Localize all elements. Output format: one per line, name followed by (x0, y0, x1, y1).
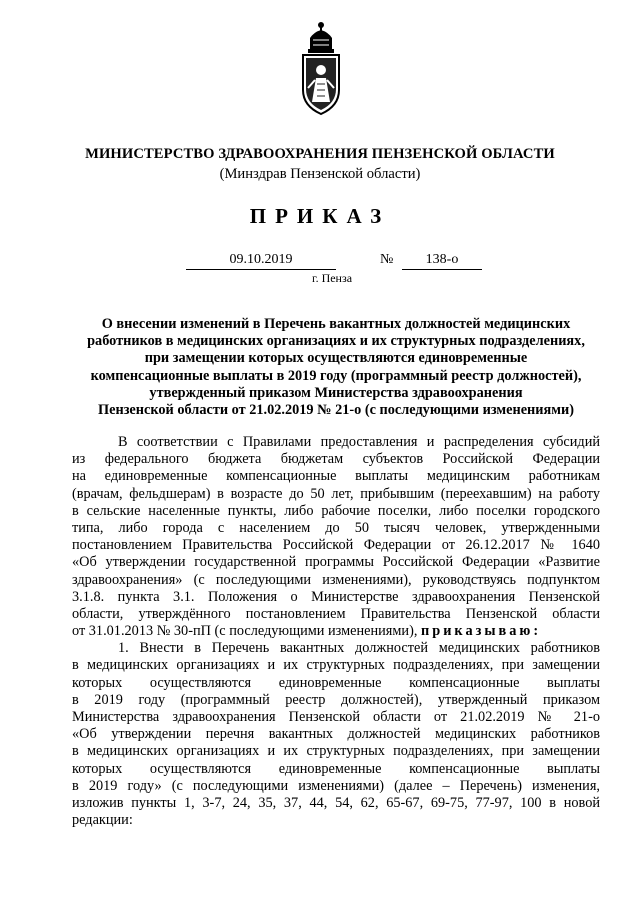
order-word: приказываю (421, 623, 534, 640)
paragraph-line: здравоохранения» (с последующими изменениями), руководствуясь подпунктом (72, 571, 600, 588)
document-type-heading: ПРИКАЗ (249, 204, 391, 228)
title-line: Пензенской области от 21.02.2019 № 21-о (с последующими изменениями) (97, 402, 574, 419)
paragraph-line-with-order (72, 623, 600, 640)
number-sign: № (380, 252, 394, 267)
paragraph-line: редакции: (72, 812, 133, 829)
paragraph-line: области, утверждённого постановлением Правительства Пензенской области (72, 605, 600, 622)
title-line: О внесении изменений в Перечень вакантных должностей медицинских (101, 316, 571, 332)
paragraph-line: в сельские населенные пункты, либо рабочие поселки, либо поселки городского (72, 502, 600, 519)
order-date: 09.10.2019 (186, 252, 336, 270)
city-label: г. Пенза (312, 271, 353, 285)
paragraph-line: на единовременные компенсационные выплаты медицинским работникам (72, 468, 600, 485)
paragraph-line: из федерального бюджета бюджетам субъектов Российской Федерации (72, 451, 600, 468)
coat-of-arms-emblem (296, 18, 346, 118)
paragraph-line: типа, либо города с населением до 50 тысяч человек, утвержденными (72, 519, 600, 536)
paragraph-line: «Об утверждении государственной программы Российской Федерации «Развитие (72, 554, 600, 571)
order-body (72, 434, 600, 829)
paragraph-line: которых осуществляются единовременные компенсационные выплаты (72, 674, 600, 691)
title-line: компенсационные выплаты в 2019 году (программный реестр должностей), (90, 367, 582, 384)
title-line: утвержденный приказом Министерства здравоохранения (149, 384, 523, 401)
paragraph-line-text: от 31.01.2013 № 30-пП (с последующими изменениями), (72, 623, 418, 640)
paragraph-line: В соответствии с Правилами предоставления и распределения субсидий (118, 434, 600, 450)
title-line: работников в медицинских организациях и их структурных подразделениях, (87, 333, 585, 350)
paragraph-line: которых осуществляются единовременные компенсационные выплаты (72, 760, 600, 777)
ministry-name: МИНИСТЕРСТВО ЗДРАВООХРАНЕНИЯ ПЕНЗЕНСКОЙ ОБЛАСТИ (85, 146, 555, 162)
order-colon: : (533, 623, 539, 640)
order-title (72, 316, 600, 419)
paragraph-line: «Об утверждении перечня вакантных должностей медицинских работников (72, 726, 600, 743)
paragraph-line: в медицинских организациях и их структурных подразделениях, при замещении (72, 657, 600, 674)
paragraph-line: в 2019 году» (с последующими изменениями) (далее – Перечень) изменения, (72, 777, 600, 794)
paragraph-line: в медицинских организациях и их структурных подразделениях, при замещении (72, 743, 600, 760)
title-line: при замещении которых осуществляются единовременные (144, 350, 528, 367)
paragraph-line: изложив пункты 1, 3-7, 24, 35, 37, 44, 54, 62, 65-67, 69-75, 77-97, 100 в новой (72, 794, 600, 811)
ministry-short-name: (Минздрав Пензенской области) (219, 166, 421, 182)
paragraph-line: постановлением Правительства Российской Федерации от 26.12.2017 № 1640 (72, 537, 600, 554)
paragraph-line: в 2019 году (программный реестр должностей), утвержденный приказом (72, 691, 600, 708)
paragraph-line: 3.1.8. пункта 3.1. Положения о Министерстве здравоохранения Пензенской (72, 588, 600, 605)
paragraph-line: (врачам, фельдшерам) в возрасте до 50 лет, прибывшим (переехавшим) на работу (72, 485, 600, 502)
order-number: 138-о (402, 252, 482, 270)
paragraph-line: Министерства здравоохранения Пензенской области от 21.02.2019 № 21-о (72, 709, 600, 725)
paragraph-line: 1. Внести в Перечень вакантных должностей медицинских работников (118, 640, 600, 657)
